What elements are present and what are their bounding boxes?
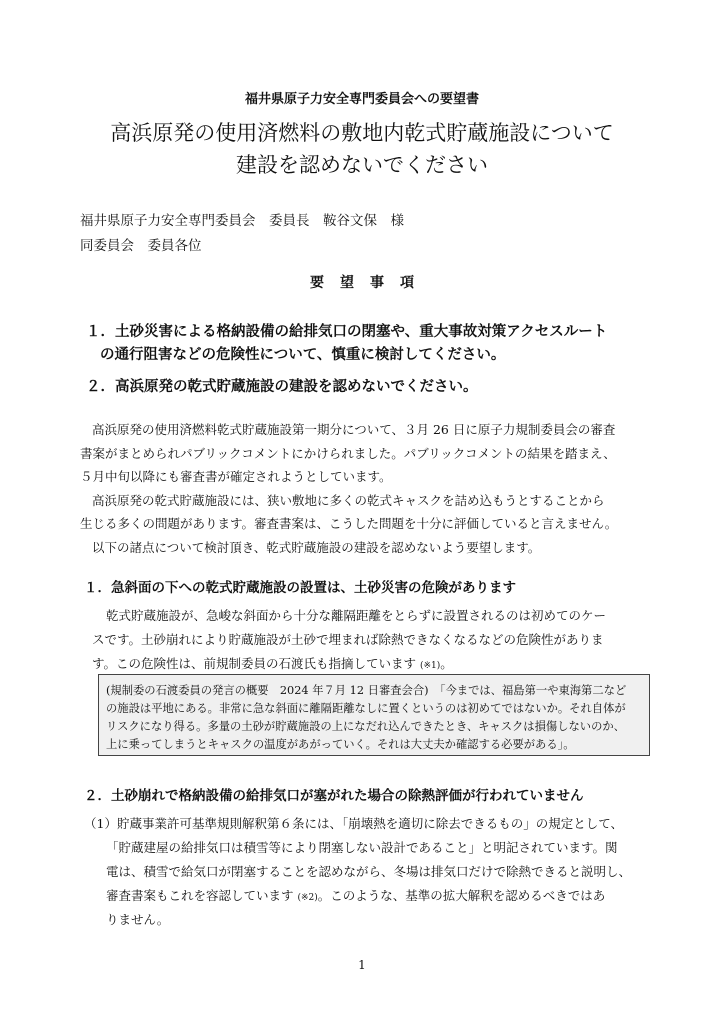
addressee-line-1: 福井県原子力安全専門委員会 委員長 鞍谷文保 様: [80, 213, 404, 229]
request-1-line-2: の通行阻害などの危険性について、慎重に検討してください。: [100, 347, 506, 363]
section-2-line-after-fn: 。このような、基準の拡大解釈を認めるべきではあ: [317, 888, 606, 903]
section-2-line: （1）貯蔵事業許可基準規則解釈第６条には、「崩壊熱を適切に除去できるもの」の規定として、: [84, 816, 623, 831]
intro-line: 高浜原発の乾式貯蔵施設には、狭い敷地に多くの乾式キャスクを詰め込もうとすることから: [92, 493, 605, 508]
section-2-line-text: 審査書案もこれを容認しています: [106, 888, 294, 903]
section-1-line-text: す。この危険性は、前規制委員の石渡氏も指摘しています: [92, 656, 417, 671]
section-2-title: ２．土砂崩れで格納設備の給排気口が塞がれた場合の除熱評価が行われていません: [84, 788, 584, 804]
request-1-line-1: １．土砂災害による格納設備の給排気口の閉塞や、重大事故対策アクセスルート: [86, 324, 608, 340]
section-2-line: 「貯蔵建屋の給排気口は積雪等により閉塞しない設計であること」と明記されています。関: [106, 840, 618, 855]
footnote-ref-2: (※2): [297, 893, 318, 903]
section-2-line: 電は、積雪で給気口が閉塞することを認めながら、冬場は排気口だけで除熱できると説明し、: [106, 864, 632, 879]
heading-requests: 要望事項: [310, 275, 430, 291]
addressee-line-2: 同委員会 委員各位: [80, 238, 202, 254]
intro-line: 以下の諸点について検討頂き、乾式貯蔵施設の建設を認めないよう要望します。: [92, 540, 541, 555]
footnote-ref-1: (※1): [420, 661, 441, 671]
intro-line: 高浜原発の使用済燃料乾式貯蔵施設第一期分について、３月 26 日に原子力規制委員会の審査: [92, 422, 616, 437]
page-number: 1: [358, 958, 366, 972]
request-2: ２．高浜原発の乾式貯蔵施設の建設を認めないでください。: [86, 379, 478, 395]
section-1-line: スです。土砂崩れにより貯蔵施設が土砂で埋まれば除熱できなくなるなどの危険性がありま: [92, 632, 604, 647]
section-1-line-last: [92, 654, 453, 672]
section-2-line-last: りません。: [106, 912, 170, 927]
section-1-line-end: 。: [440, 656, 453, 671]
title-line-1: 高浜原発の使用済燃料の敷地内乾式貯蔵施設について: [110, 121, 614, 145]
intro-line: ５月中旬以降にも審査書が確定されようとしています。: [80, 469, 392, 484]
supertitle: 福井県原子力安全専門委員会への要望書: [244, 92, 479, 107]
intro-line: 書案がまとめられパブリックコメントにかけられました。パブリックコメントの結果を踏まえ、: [80, 446, 616, 461]
intro-line: 生じる多くの問題があります。審査書案は、こうした問題を十分に評価していると言えません。: [80, 516, 618, 531]
section-2-line-fn: [106, 886, 605, 904]
quote-line: 上に乗ってしまうとキャスクの温度があがっていく。それは大丈夫か確認する必要がある」。: [106, 738, 575, 751]
quote-line: の施設は平地にある。非常に急な斜面に離隔距離なしに置くというのは初めてではないか。それ自体が: [106, 702, 626, 715]
section-1-line: 乾式貯蔵施設が、急峻な斜面から十分な離隔距離をとらずに設置されるのは初めてのケー: [106, 608, 607, 623]
quote-line: リスクになり得る。多量の土砂が貯蔵施設の上になだれ込んできたとき、キャスクは損傷しないのか、: [106, 720, 625, 733]
section-1-title: １．急斜面の下への乾式貯蔵施設の設置は、土砂災害の危険があります: [84, 580, 516, 596]
title-line-2: 建設を認めないでください: [236, 153, 488, 177]
quote-line: (規制委の石渡委員の発言の概要 2024 年７月 12 日審査会合) 「今までは、福島第一や東海第二など: [106, 684, 627, 697]
